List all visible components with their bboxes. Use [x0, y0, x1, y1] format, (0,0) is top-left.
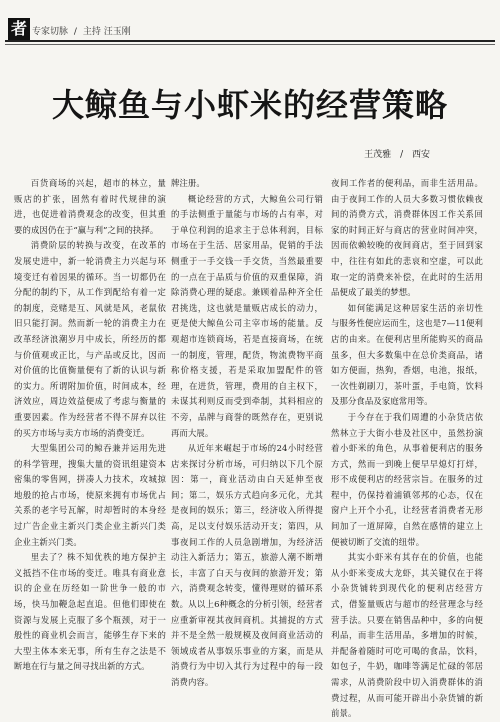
- byline-separator: /: [400, 150, 404, 160]
- author-location: 西安: [411, 150, 430, 160]
- section-badge: 者: [8, 18, 30, 40]
- header-rule: [5, 40, 495, 42]
- byline: [358, 147, 430, 160]
- article-column-1: [14, 176, 166, 672]
- paragraph: 如何能满足这种居家生活的亲切性与服务性便应运而生，这也是7—11便利店的由来。在便利店里所能购买的商品虽多，但大多数集中在总价类商品，诸如方便面，热狗，香烟，电池，报纸，一次性剃刷刀，茶叶蛋，手电筒，饮料及那分食品及家庭常用等。: [331, 302, 483, 407]
- article-title: 大鲸鱼与小虾米的经营策略: [51, 86, 448, 124]
- paragraph: 里去了？株不知优秩的地方保护主义抵挡不住市场的变迁。唯具有商业意识的企业在历经如一阶世争一般的市场，快马加鞭急起直追。但他们即使在资源与发展上克服了多个瓶颈，对于一般性的商业机会而言，能够生存下来的大型主体本来无事，所有生存之法是不断地在行与量之间寻找出新的方式。: [14, 552, 166, 672]
- paragraph: 夜间工作者的便利品，而非生活用品。由于夜间工作的人员大多数习惯依赖夜间的消费方式，消费群体因工作关系回家的时间正好与商店的营业时间冲突，因而依赖较晚的夜间商店，至于回到家中，往往有如此的悲哀和空虚，可以此取一定的消费来补偿，在此时的生活用品便成了最美的梦想。: [331, 178, 483, 298]
- host-name: 汪玉刚: [103, 27, 131, 37]
- paragraph: 从近年来崛起于市场的24小时经营店来探讨分析市场，可归纳以下几个原因：第一，商业活动由白天延伸至夜间；第二，娱乐方式趋向多元化，尤其是夜间的娱乐；第三，经济收入所得提高，足以支付娱乐活动开支；第四，从事夜间工作的人员急剧增加，为经济活动注入新活力；第五，旅游人潮不断增长，丰富了白天与夜间的旅游开发；第六，消费观念转变，懂得理财的循环系数。从以上6种概念的分析引领，经营者应重新审视其夜间商机。其捕捉的方式并不是全然一般规模及夜间商业活动的领域成者从事娱乐事业的方案，而是从消费行为中切入其行为过程中的每一段消费内容。: [171, 443, 323, 687]
- article-column-3: [331, 176, 483, 719]
- paragraph: 概论经营的方式，大鲸鱼公司行销的手法侧重于量能与市场的占有率，对于单位利润的追求主于总体利润，目标市场在于生活、居家用品，促销的手法侧重于一手交钱一手交货，当然最重要的一点在于品质与价值的双重保障，消除消费心理的疑虑。兼顾着品种齐全任君挑选，这也就是量贩店成长的动力，更是使大鲸鱼公司主宰市场的能量。反观超市连锁商场，若是直接商场，在统一的制度，管理，配货，物流费物平商称价格支援，若是采取加盟配件的管理，在进货，管理，费用的自主权下，未谋其利则反而受到牵制，其料相应的不旁，品牌与商誉的既然存在，更别说再而大展。: [171, 193, 323, 438]
- paragraph: 其实小虾米有其存在的价值，也能从小虾米变成大龙虾，其关键仅在于将小杂货铺转到现代化的便利店经营方式，借鉴量贩店与超市的经营理念与经营手法。只要在销售品种中，多的向便利品，而非生活用品，多增加的时候，并配备着随时可吃可喝的食品，饮料，如包子，牛奶，咖啡等满足忙碌的邻居需求，从消费阶段中切入消费群体的消费过程，从而可能开辟出小杂货铺的新前景。: [331, 552, 483, 719]
- article-column-2: [171, 176, 323, 687]
- header-rule-thin: [5, 44, 495, 45]
- paragraph: 百货商场的兴起，超市的林立，量贩店的扩张，固然有着时代规律的演进，也促进着消费观念的改变，但其重要的成因仍在于“赢与利”之间的抉择。: [14, 178, 166, 235]
- host-label: 主持: [82, 27, 101, 37]
- author-name: 王茂雅: [364, 150, 392, 160]
- paragraph: 大型集团公司的鲸吞兼并运用先进的科学管理，搜集大量的资讯组建资本密集的零售网，拼凑人力技术，攻城掠地般的抢占市场，使原来拥有市场优占关系的老字号瓦解，时却暂时的本身经过广告企业主新兴门类企业主新兴门类企业主新兴门类。: [14, 443, 166, 547]
- paragraph: 于今存在于我们周遭的小杂货店依然林立于大街小巷及社区中，虽然扮演着小虾米的角色，从事着便利店的服务方式，然而一到晚上便早早熄灯打烊，形不成便利店的经营宗旨。在服务的过程中，仍保持着浦镇邻邦的心态，仅在窗户上开个小孔，让经营者消费者无形间加了一道屏障，自然在感情的建立上便被切断了交流的纽带。: [331, 411, 483, 547]
- paragraph: 牌注册。: [171, 178, 205, 188]
- section-name: 专家切脉: [32, 27, 69, 37]
- masthead: [0, 0, 500, 46]
- separator: /: [73, 27, 77, 37]
- column-info: [32, 24, 131, 37]
- paragraph: 消费阶层的转换与改变，在改革的发展史进中，新一轮消费主力兴起与环境变迁有着因果的循环。当一切都仍在分配的制约下，从工作到配给有着一定的制度，竞赌是互、风就是风，老鼠依旧只能打洞。然而新一轮的消费主力在改革经济浪潮岁月中成长，所经历的都与价值观或正比，与产品或反比，因而对价值的比值衡量便有了新的认识与新的实力。所谓附加价值，时间成本，经济效应，周边效益便成了考虑与衡量的重要因素。作为经营者不得不屏弃以往的买方市场与卖方市场的消费变迁。: [14, 240, 166, 438]
